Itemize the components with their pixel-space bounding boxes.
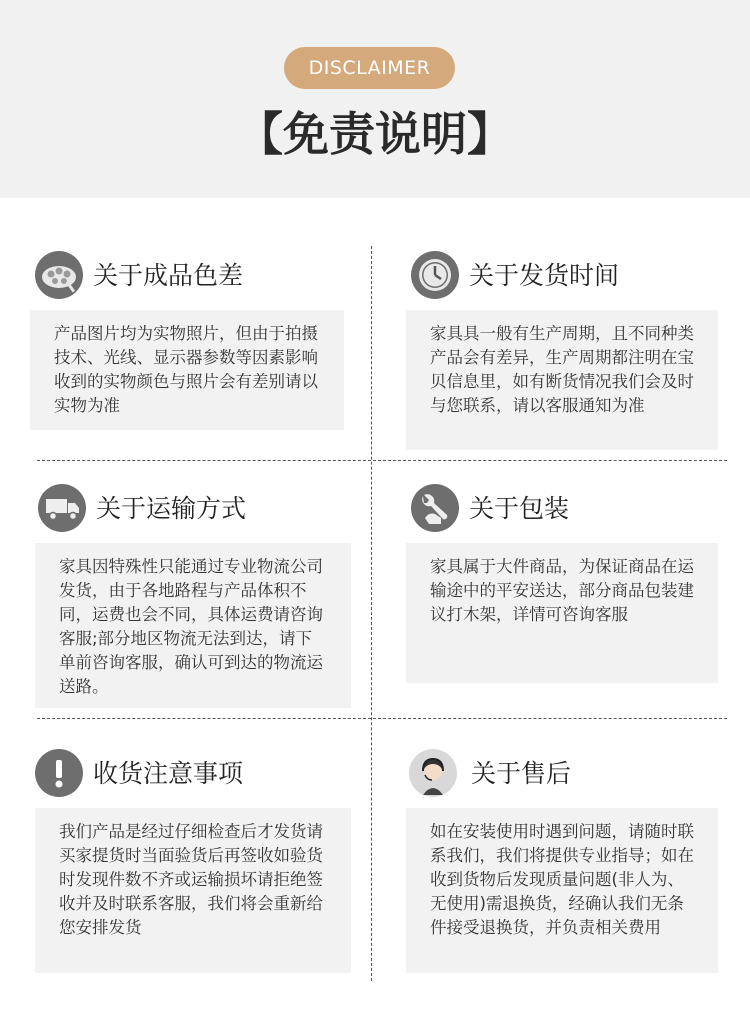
section-text-box: 家具具一般有生产周期，且不同种类产品会有差异，生产周期都注明在宝贝信息里，如有断货情况我们会及时与您联系，请以客服通知为准 xyxy=(406,310,718,450)
horizontal-divider-2 xyxy=(37,718,727,719)
section-text-box: 如在安装使用时遇到问题，请随时联系我们，我们将提供专业指导；如在收到货物后发现质量问题(非人为、无使用)需退换货，经确认我们无条件接受退换货，并负责相关费用 xyxy=(406,808,718,973)
section-text-box: 家具属于大件商品，为保证商品在运输途中的平安送达，部分商品包装建议打木架，详情可咨询客服 xyxy=(406,543,718,683)
exclamation-icon xyxy=(35,749,83,797)
section-title: 关于运输方式 xyxy=(96,494,247,523)
section-shipping-method xyxy=(38,484,358,534)
header-band xyxy=(0,0,750,198)
section-color-difference xyxy=(35,251,355,301)
section-text-box: 我们产品是经过仔细检查后才发货请买家提货时当面验货后再签收如验货时发现件数不齐或运输损坏请拒绝签收并及时联系客服，我们将会重新给您安排发货 xyxy=(35,808,351,973)
section-after-sales xyxy=(409,749,729,799)
wrench-hand-icon xyxy=(411,484,459,532)
section-title: 关于包装 xyxy=(469,494,570,523)
section-shipping-time xyxy=(411,251,731,301)
disclaimer-badge: DISCLAIMER xyxy=(284,47,455,89)
section-text-box: 家具因特殊性只能通过专业物流公司发货，由于各地路程与产品体积不同，运费也会不同，具体运费请咨询客服;部分地区物流无法到达，请下单前咨询客服，确认可到达的物流运送路。 xyxy=(35,543,351,708)
truck-icon xyxy=(38,484,86,532)
vertical-divider xyxy=(371,246,372,981)
horizontal-divider-1 xyxy=(37,460,727,461)
clock-icon xyxy=(411,251,459,299)
section-receiving-notes xyxy=(35,749,355,799)
section-title: 关于售后 xyxy=(471,759,572,788)
section-text-box: 产品图片均为实物照片，但由于拍摄技术、光线、显示器参数等因素影响收到的实物颜色与照片会有差别请以实物为准 xyxy=(30,310,344,430)
section-title: 关于发货时间 xyxy=(469,261,620,290)
section-title: 收货注意事项 xyxy=(93,759,244,788)
section-packaging xyxy=(411,484,731,534)
section-title: 关于成品色差 xyxy=(93,261,244,290)
customer-service-icon xyxy=(409,749,457,797)
color-swatch-icon xyxy=(35,251,83,299)
page-title: 【免责说明】 xyxy=(237,107,513,161)
